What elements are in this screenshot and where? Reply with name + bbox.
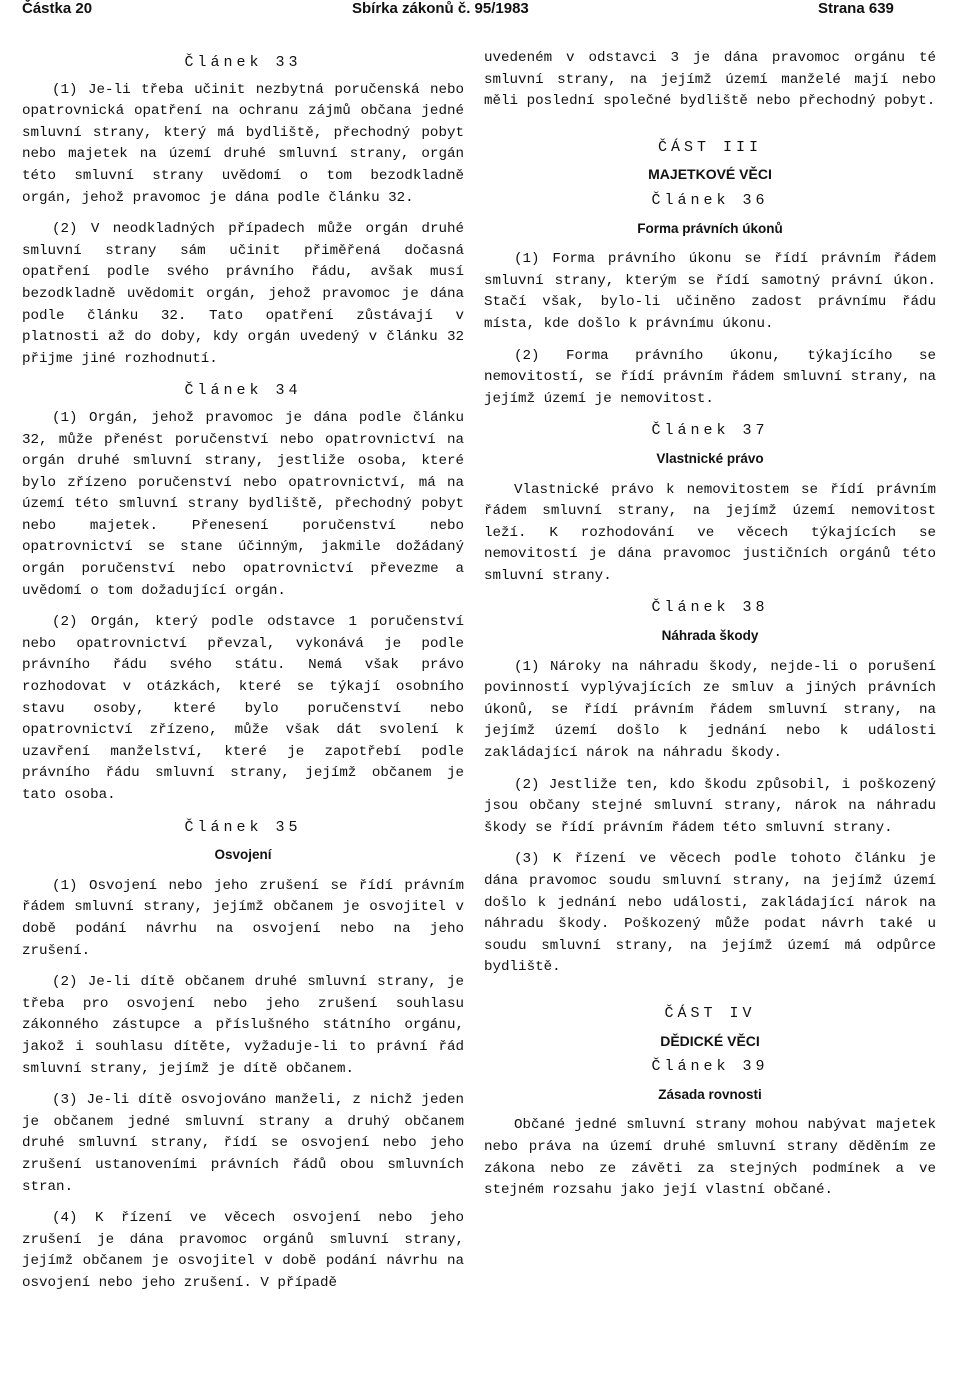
part-heading: ČÁST III bbox=[657, 138, 762, 156]
paragraph: (1) Osvojení nebo jeho zrušení se řídí právním řádem smluvní strany, jejímž občanem je osvojitel v době podání návrhu na osvojení nebo na jeho zrušení. bbox=[22, 877, 464, 959]
paragraph: Vlastnické právo k nemovitostem se řídí právním řádem smluvní strany, na jejímž území nemovitost leží. K rozhodování ve věcech týkajících se nemovitostí je dána pravomoc justičních orgánů této smluvní strany. bbox=[484, 481, 936, 584]
paragraph: (3) K řízení ve věcech podle tohoto článku je dána pravomoc soudu smluvní strany, na jejímž území došlo k jednání nebo události, zakládající nárok na náhradu škody. Poškozený může podat návrh také u soudu smluvní strany, na jejímž území má odpůrce bydliště. bbox=[484, 851, 936, 976]
right-column bbox=[484, 48, 936, 1212]
part-heading: ČÁST IV bbox=[664, 1004, 756, 1022]
article-heading: Článek 38 bbox=[651, 599, 769, 617]
header-issue: Částka 20 bbox=[22, 0, 93, 17]
header-collection: Sbírka zákonů č. 95/1983 bbox=[352, 0, 529, 17]
part-title: DĚDICKÉ VĚCI bbox=[660, 1032, 760, 1049]
paragraph: (2) V neodkladných případech může orgán druhé smluvní strany sám učinit přiměřená dočasná opatření podle svého právního řádu, avšak musí bezodkladně uvědomit orgán, jehož pravomoc je dána podle článku 32. Tato opatření zůstávají v platnosti až do doby, kdy orgán uvedený v článku 32 přijme jiné rozhodnutí. bbox=[22, 221, 464, 367]
article-subtitle: Osvojení bbox=[214, 847, 272, 863]
paragraph: (2) Orgán, který podle odstavce 1 poručenství nebo opatrovnictví převzal, vykonává je podle právního řádu svého státu. Nemá však právo rozhodovat v otázkách, které se týkají osobního stavu osoby, které bylo poručenství nebo opatrovnictví zřízeno, může však dát svolení k uzavření manželství, které je zapotřebí podle právního řádu smluvní strany, jejímž občanem je tato osoba. bbox=[22, 614, 464, 803]
article-heading: Článek 37 bbox=[651, 422, 769, 440]
article-heading: Článek 34 bbox=[184, 382, 302, 400]
paragraph: (1) Forma právního úkonu se řídí právním řádem smluvní strany, kterým se řídí samotný právní úkon. Stačí však, bylo-li učiněno zadost právnímu řádu místa, kde došlo k právnímu úkonu. bbox=[484, 251, 936, 332]
article-heading: Článek 36 bbox=[651, 191, 769, 209]
article-subtitle: Náhrada škody bbox=[661, 628, 759, 644]
paragraph: (2) Je-li dítě občanem druhé smluvní strany, je třeba pro osvojení nebo jeho zrušení souhlasu zákonného zástupce a příslušného státního orgánu, jakož i souhlasu dítěte, vyžaduje-li to právní řád smluvní strany, jejímž je dítě občanem. bbox=[22, 974, 464, 1077]
article-subtitle: Forma právních úkonů bbox=[637, 220, 783, 236]
header-page-number: Strana 639 bbox=[818, 0, 894, 17]
article-subtitle: Vlastnické právo bbox=[656, 450, 764, 466]
part-title: MAJETKOVÉ VĚCI bbox=[648, 166, 772, 183]
article-heading: Článek 33 bbox=[184, 54, 302, 71]
left-column bbox=[22, 48, 464, 1304]
paragraph: (2) Forma právního úkonu, týkajícího se nemovitostí, se řídí právním řádem smluvní strany, na jejímž území je nemovitost. bbox=[484, 347, 936, 407]
article-heading: Článek 35 bbox=[184, 818, 302, 836]
paragraph: (1) Nároky na náhradu škody, nejde-li o porušení povinností vyplývajících ze smluv a jiných právních úkonů, se řídí právním řádem smluvní strany, na jejímž území došlo k jednání nebo k události zakládající nárok na náhradu škody. bbox=[484, 658, 936, 762]
article-heading: Článek 39 bbox=[651, 1058, 769, 1076]
paragraph: (4) K řízení ve věcech osvojení nebo jeho zrušení je dána pravomoc orgánů smluvní strany, jejímž občanem je osvojitel v době podání návrhu na osvojení nebo jeho zrušení. V případě bbox=[22, 1210, 464, 1291]
paragraph: (1) Je-li třeba učinit nezbytná poručenská nebo opatrovnická opatření na ochranu zájmů občana jedné smluvní strany, který má bydliště, přechodný pobyt nebo majetek na území druhé smluvní strany, orgán této smluvní strany uvědomí o tom bezodkladně orgán, jehož pravomoc je dána podle článku 32. bbox=[22, 81, 464, 206]
paragraph: Občané jedné smluvní strany mohou nabývat majetek nebo práva na území druhé smluvní strany děděním ze zákona nebo ze závěti za stejných podmínek a ve stejném rozsahu jako její vlastní občané. bbox=[484, 1117, 936, 1199]
paragraph: (3) Je-li dítě osvojováno manželi, z nichž jeden je občanem jedné smluvní strany a druhý občanem druhé smluvní strany, řídí se osvojení nebo jeho zrušení ustanoveními právních řádů obou smluvních stran. bbox=[22, 1092, 464, 1195]
paragraph: (1) Orgán, jehož pravomoc je dána podle článku 32, může přenést poručenství nebo opatrovnictví na orgán druhé smluvní strany, jestliže osoba, které bylo zřízeno poručenství nebo opatrovnictví, má na území této smluvní strany bydliště, přechodný pobyt nebo majetek. Přenesení poručenství nebo opatrovnictví se stane účinným, jakmile dožádaný orgán poručenství nebo opatrovnictví převezme a uvědomí o tom dožadující orgán. bbox=[22, 409, 464, 599]
article-subtitle: Zásada rovnosti bbox=[658, 1086, 762, 1102]
paragraph: uvedeném v odstavci 3 je dána pravomoc orgánu té smluvní strany, na jejímž území manželé mají nebo měli poslední společné bydliště nebo přechodný pobyt. bbox=[484, 50, 936, 110]
page-header bbox=[0, 0, 960, 30]
paragraph: (2) Jestliže ten, kdo škodu způsobil, i poškozený jsou občany stejné smluvní strany, nárok na náhradu škody se řídí právním řádem této smluvní strany. bbox=[484, 776, 936, 836]
